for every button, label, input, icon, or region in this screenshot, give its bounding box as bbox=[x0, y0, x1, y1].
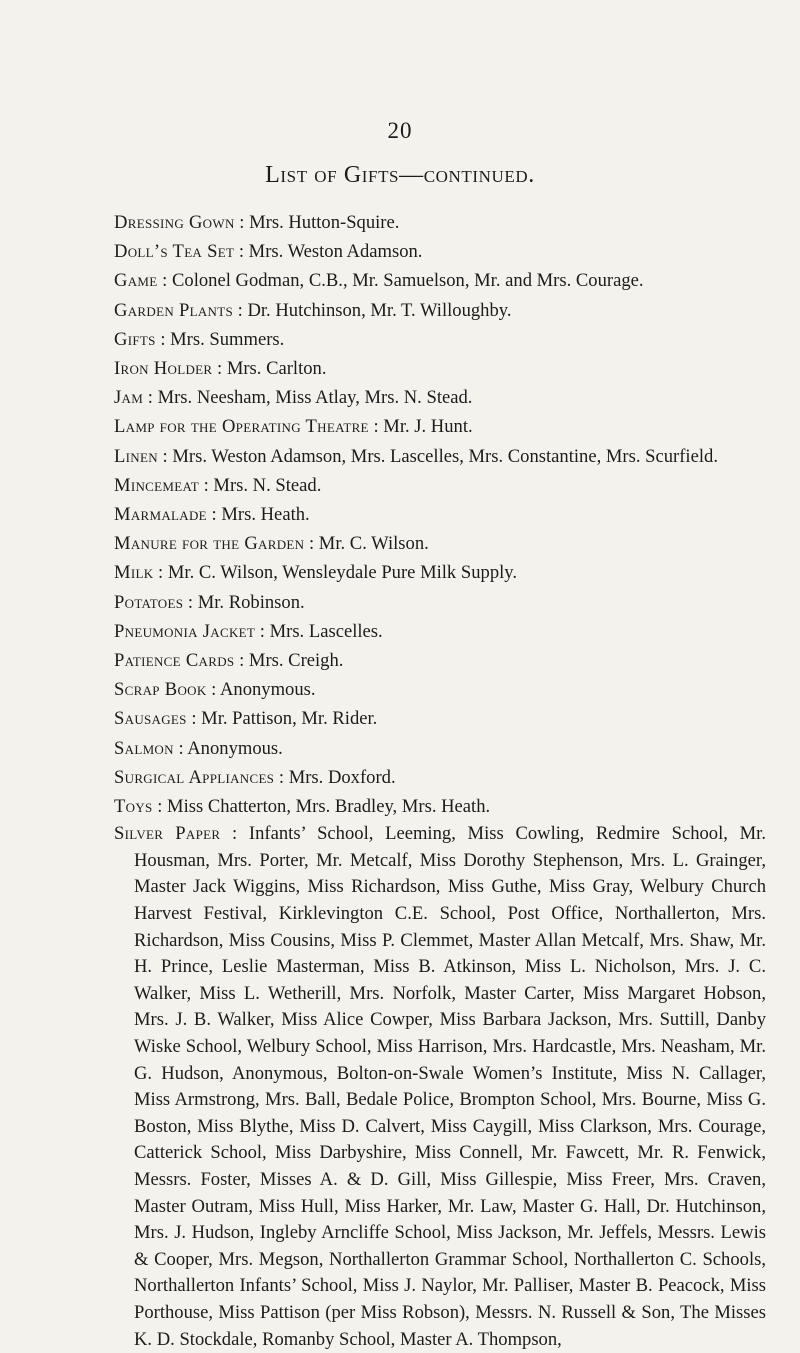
gift-term: Toys bbox=[114, 796, 153, 818]
gift-term: Manure for the Garden bbox=[114, 533, 305, 555]
gift-donors: Mrs. Weston Adamson. bbox=[248, 241, 423, 263]
gift-entry: Game : Colonel Godman, C.B., Mr. Samuelson, Mr. and Mrs. Courage. bbox=[114, 270, 644, 292]
gift-entry: Jam : Mrs. Neesham, Miss Atlay, Mrs. N. Stead. bbox=[114, 387, 473, 409]
gift-term: Iron Holder bbox=[114, 358, 213, 380]
gift-entry: Patience Cards : Mrs. Creigh. bbox=[114, 650, 344, 672]
gift-entry: Dressing Gown : Mrs. Hutton-Squire. bbox=[114, 212, 400, 233]
gift-donors: Dr. Hutchinson, Mr. T. Willoughby. bbox=[247, 299, 512, 321]
gift-donors: Anonymous. bbox=[219, 679, 316, 701]
gift-entry: Linen : Mrs. Weston Adamson, Mrs. Lascelles, Mrs. Constantine, Mrs. Scurfield. bbox=[114, 445, 718, 467]
gift-entry: Mincemeat : Mrs. N. Stead. bbox=[114, 474, 322, 496]
gift-term: Sausages bbox=[114, 708, 187, 730]
gift-term: Marmalade bbox=[114, 504, 207, 526]
gift-donors: Mrs. Carlton. bbox=[226, 358, 327, 380]
gift-term: Scrap Book bbox=[114, 679, 207, 701]
gift-donors: Mr. Robinson. bbox=[197, 591, 305, 613]
gift-term: Game bbox=[114, 270, 158, 292]
gift-donors: Mrs. Weston Adamson, Mrs. Lascelles, Mrs. Constantine, Mrs. Scurfield. bbox=[172, 445, 718, 467]
gift-entry: Pneumonia Jacket : Mrs. Lascelles. bbox=[114, 620, 383, 642]
gift-entry: Scrap Book : Anonymous. bbox=[114, 679, 316, 701]
gift-term: Jam bbox=[114, 387, 144, 409]
gift-term: Surgical Appliances bbox=[114, 766, 275, 788]
gift-donors: Mrs. Lascelles. bbox=[269, 620, 383, 642]
gift-entry: Sausages : Mr. Pattison, Mr. Rider. bbox=[114, 708, 378, 730]
gift-donors: Mrs. Heath. bbox=[221, 504, 310, 526]
gift-donors: Infants’ School, Leeming, Miss Cowling, Redmire School, Mr. Housman, Mrs. Porter, Mr. Metcalf, Miss Dorothy Stephenson, Mrs. L. Grainger, Master Jack Wiggins, Miss Richardson, Miss Guthe, Miss Gray, Welbury Church Harvest Festival, Kirklevington C.E. School, Post Office, Northallerton, Mrs. Richardson, Miss Cousins, Miss P. Clemmet, Master Allan Metcalf, Mrs. Shaw, Mr. H. Prince, Leslie Masterman, Miss B. Atkinson, Miss L. Nicholson, Mrs. J. C. Walker, Miss L. Wetherill, Mrs. Norfolk, Master Carter, Miss Margaret Hobson, Mrs. J. B. Walker, Miss Alice Cowper, Miss Barbara Jackson, Mrs. Suttill, Danby Wiske School, Welbury School, Miss Harrison, Mrs. Hardcastle, Mrs. Neasham, Mr. G. Hudson, Anonymous, Bolton-on-Swale Women’s Institute, Miss N. Callager, Miss Armstrong, Mrs. Ball, Bedale Police, Brompton School, Mrs. Bourne, Miss G. Boston, Miss Blythe, Miss D. Calvert, Miss Caygill, Miss Clarkson, Mrs. Courage, Catterick School, Miss Darbyshire, Miss Connell, Mr. Fawcett, Mr. R. Fenwick, Messrs. Foster, Misses A. & D. Gill, Miss Gillespie, Miss Freer, Mrs. Craven, Master Outram, Miss Hull, Miss Harker, Mr. Law, Master G. Hall, Dr. Hutchinson, Mrs. J. Hudson, Ingleby Arncliffe School, Miss Jackson, Mr. Jeffels, Messrs. Lewis & Cooper, Mrs. Megson, Northallerton Grammar School, Northallerton C. Schools, Northallerton Infants’ School, Miss J. Naylor, Mr. Palliser, Master B. Peacock, Miss Porthouse, Miss Pattison (per Miss Robson), Messrs. N. Russell & Son, The Misses K. D. Stockdale, Romanby School, Master A. Thompson, bbox=[134, 823, 766, 1350]
gift-term: Mincemeat bbox=[114, 474, 199, 496]
gift-term: Linen bbox=[114, 445, 158, 467]
gift-donors: Mrs. Neesham, Miss Atlay, Mrs. N. Stead. bbox=[157, 387, 473, 409]
gift-donors: Mr. Pattison, Mr. Rider. bbox=[201, 708, 378, 730]
gift-entry: Iron Holder : Mrs. Carlton. bbox=[114, 358, 327, 380]
gift-term: Patience Cards bbox=[114, 650, 235, 672]
gift-term: Silver Paper bbox=[114, 823, 221, 845]
page-number: 20 bbox=[387, 118, 413, 143]
gift-entry: Marmalade : Mrs. Heath. bbox=[114, 504, 310, 526]
gift-entry: Garden Plants : Dr. Hutchinson, Mr. T. Willoughby. bbox=[114, 299, 512, 321]
gift-entry: Salmon : Anonymous. bbox=[114, 737, 283, 759]
gift-entry: Lamp for the Operating Theatre : Mr. J. Hunt. bbox=[114, 416, 473, 438]
gift-entry: Doll’s Tea Set : Mrs. Weston Adamson. bbox=[114, 241, 423, 263]
gift-donors: Mrs. Creigh. bbox=[248, 650, 344, 672]
gift-donors: Mrs. N. Stead. bbox=[213, 474, 322, 496]
gift-donors: Mrs. Doxford. bbox=[288, 766, 396, 788]
gift-term: Garden Plants bbox=[114, 299, 233, 321]
gift-donors: Anonymous. bbox=[187, 737, 283, 759]
gift-list bbox=[114, 208, 766, 1353]
gift-entry: Milk : Mr. C. Wilson, Wensleydale Pure Milk Supply. bbox=[114, 562, 518, 584]
gift-term: Potatoes bbox=[114, 591, 184, 613]
gift-term: Dressing Gown bbox=[114, 212, 235, 233]
gift-donors: Miss Chatterton, Mrs. Bradley, Mrs. Heath. bbox=[167, 796, 491, 818]
gift-term: Milk bbox=[114, 562, 154, 584]
gift-entry: Toys : Miss Chatterton, Mrs. Bradley, Mrs. Heath. bbox=[114, 796, 491, 818]
gift-entry: Potatoes : Mr. Robinson. bbox=[114, 591, 305, 613]
gift-term: Doll’s Tea Set bbox=[114, 241, 235, 263]
gift-term: Salmon bbox=[114, 737, 174, 759]
page-heading: List of Gifts—continued. bbox=[265, 162, 535, 188]
gift-donors: Mrs. Hutton-Squire. bbox=[249, 212, 400, 233]
gift-entry: Surgical Appliances : Mrs. Doxford. bbox=[114, 766, 396, 788]
gift-entry: Silver Paper : Infants’ School, Leeming, Miss Cowling, Redmire School, Mr. Housman, Mrs. Porter, Mr. Metcalf, Miss Dorothy Stephenson, Mrs. L. Grainger, Master Jack Wiggins, Miss Richardson, Miss Guthe, Miss Gray, Welbury Church Harvest Festival, Kirklevington C.E. School, Post Office, Northallerton, Mrs. Richardson, Miss Cousins, Miss P. Clemmet, Master Allan Metcalf, Mrs. Shaw, Mr. H. Prince, Leslie Masterman, Miss B. Atkinson, Miss L. Nicholson, Mrs. J. C. Walker, Miss L. Wetherill, Mrs. Norfolk, Master Carter, Miss Margaret Hobson, Mrs. J. B. Walker, Miss Alice Cowper, Miss Barbara Jackson, Mrs. Suttill, Danby Wiske School, Welbury School, Miss Harrison, Mrs. Hardcastle, Mrs. Neasham, Mr. G. Hudson, Anonymous, Bolton-on-Swale Women’s Institute, Miss N. Callager, Miss Armstrong, Mrs. Ball, Bedale Police, Brompton School, Mrs. Bourne, Miss G. Boston, Miss Blythe, Miss D. Calvert, Miss Caygill, Miss Clarkson, Mrs. Courage, Catterick School, Miss Darbyshire, Miss Connell, Mr. Fawcett, Mr. R. Fenwick, Messrs. Foster, Misses A. & D. Gill, Miss Gillespie, Miss Freer, Mrs. Craven, Master Outram, Miss Hull, Miss Harker, Mr. Law, Master G. Hall, Dr. Hutchinson, Mrs. J. Hudson, Ingleby Arncliffe School, Miss Jackson, Mr. Jeffels, Messrs. Lewis & Cooper, Mrs. Megson, Northallerton Grammar School, Northallerton C. Schools, Northallerton Infants’ School, Miss J. Naylor, Mr. Palliser, Master B. Peacock, Miss Porthouse, Miss Pattison (per Miss Robson), Messrs. N. Russell & Son, The Misses K. D. Stockdale, Romanby School, Master A. Thompson, bbox=[114, 823, 766, 1350]
gift-entry: Manure for the Garden : Mr. C. Wilson. bbox=[114, 533, 429, 555]
gift-donors: Mrs. Summers. bbox=[170, 328, 285, 350]
gift-donors: Mr. C. Wilson. bbox=[318, 533, 429, 555]
gift-term: Lamp for the Operating Theatre bbox=[114, 416, 369, 438]
gift-term: Pneumonia Jacket bbox=[114, 620, 256, 642]
gift-donors: Mr. J. Hunt. bbox=[383, 416, 473, 438]
gift-donors: Colonel Godman, C.B., Mr. Samuelson, Mr. and Mrs. Courage. bbox=[172, 270, 644, 292]
gift-term: Gifts bbox=[114, 328, 156, 350]
gift-entry: Gifts : Mrs. Summers. bbox=[114, 328, 285, 350]
gift-donors: Mr. C. Wilson, Wensleydale Pure Milk Supply. bbox=[167, 562, 518, 584]
